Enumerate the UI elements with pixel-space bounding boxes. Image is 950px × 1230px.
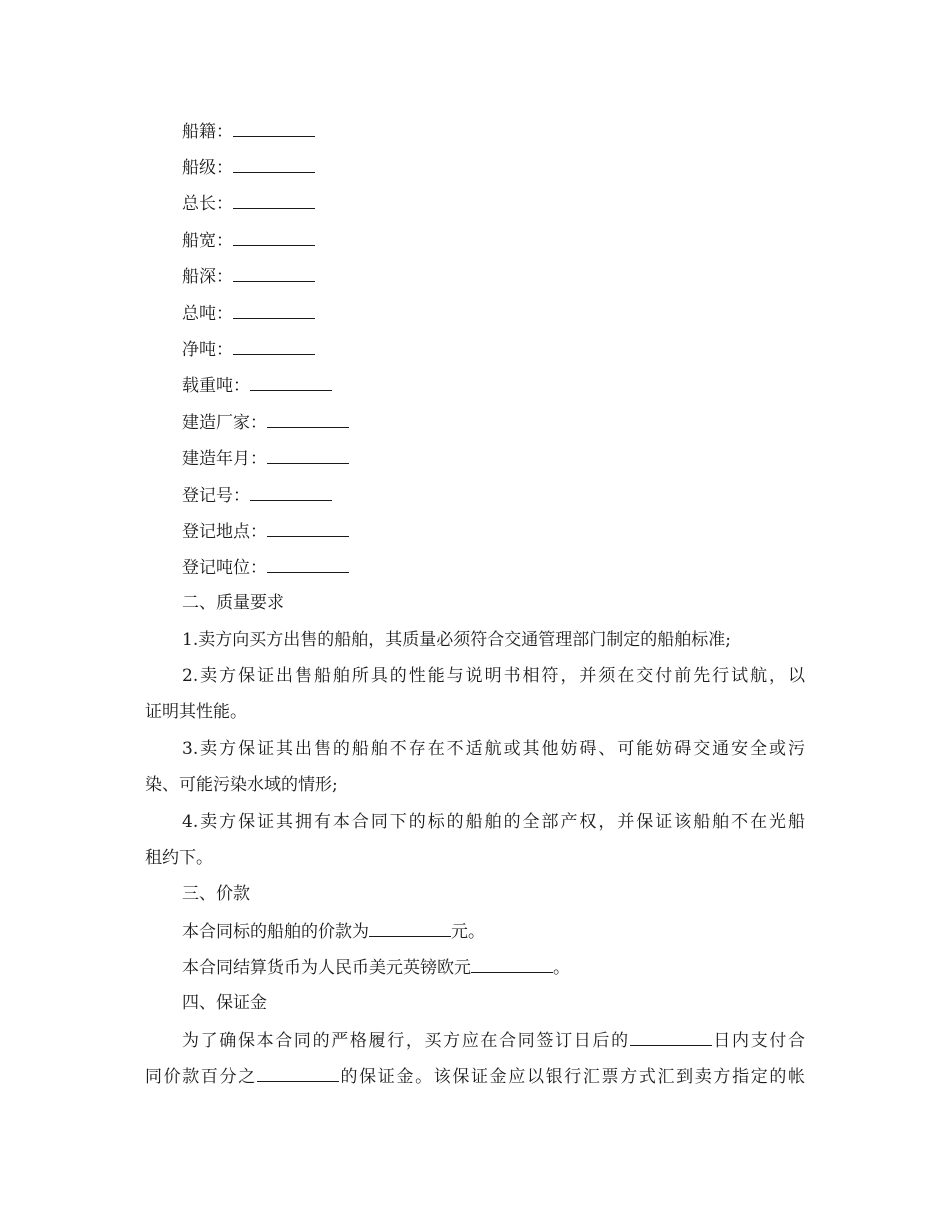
field-builder <box>145 411 805 434</box>
blank-line <box>257 1065 339 1082</box>
blank-line <box>267 520 349 537</box>
clause-price <box>145 920 805 943</box>
clause-2-1: 1.卖方向买方出售的船舶，其质量必须符合交通管理部门制定的船舶标准; <box>182 630 731 650</box>
field-label: 船级： <box>182 158 233 178</box>
field-label: 船籍： <box>182 122 233 142</box>
blank-line <box>369 920 451 937</box>
blank-line <box>630 1029 712 1046</box>
blank-line <box>267 411 349 428</box>
field-ship-nationality <box>145 120 805 143</box>
blank-line <box>233 302 315 319</box>
clause-deposit-line1 <box>145 1029 805 1052</box>
field-label: 船宽： <box>182 231 233 251</box>
field-deadweight <box>145 374 805 397</box>
blank-line <box>471 956 553 973</box>
field-label: 净吨： <box>182 340 233 360</box>
clause-currency <box>145 956 805 979</box>
deposit-text-b: 日内支付合 <box>711 1031 806 1051</box>
clause-2-3-line1: 3.卖方保证其出售的船舶不存在不适航或其他妨碍、可能妨碍交通安全或污 <box>182 739 805 759</box>
deposit-text-d: 的保证金。该保证金应以银行汇票方式汇到卖方指定的帐 <box>338 1067 806 1087</box>
price-text: 本合同标的船舶的价款为 <box>182 922 369 942</box>
field-label: 载重吨： <box>182 376 250 396</box>
section-heading-price: 三、价款 <box>182 884 250 904</box>
blank-line <box>233 156 315 173</box>
clause-2-2-line1: 2.卖方保证出售船舶所具的性能与说明书相符，并须在交付前先行试航，以 <box>182 666 805 686</box>
blank-line <box>233 229 315 246</box>
field-depth <box>145 265 805 288</box>
deposit-text-c: 同价款百分之 <box>145 1067 257 1087</box>
currency-end: 。 <box>553 958 570 978</box>
blank-line <box>267 556 349 573</box>
section-heading-deposit: 四、保证金 <box>182 993 267 1013</box>
blank-line <box>233 192 315 209</box>
field-label: 建造年月： <box>182 449 267 469</box>
field-gross-tonnage <box>145 302 805 325</box>
deposit-text-a: 为了确保本合同的严格履行，买方应在合同签订日后的 <box>182 1031 630 1051</box>
clause-2-2-line2: 证明其性能。 <box>145 702 247 722</box>
field-registration-place <box>145 520 805 543</box>
field-label: 登记地点： <box>182 522 267 542</box>
blank-line <box>250 484 332 501</box>
field-label: 登记吨位： <box>182 558 267 578</box>
section-heading-quality: 二、质量要求 <box>182 593 284 613</box>
field-label: 总长： <box>182 194 233 214</box>
clause-2-3-line2: 染、可能污染水域的情形; <box>145 775 338 795</box>
blank-line <box>250 374 332 391</box>
field-label: 船深： <box>182 267 233 287</box>
field-registration-number <box>145 484 805 507</box>
clause-2-4-line1: 4.卖方保证其拥有本合同下的标的船舶的全部产权，并保证该船舶不在光船 <box>182 812 805 832</box>
blank-line <box>233 120 315 137</box>
clause-2-4-line2: 租约下。 <box>145 848 213 868</box>
blank-line <box>267 447 349 464</box>
price-unit: 元。 <box>451 922 485 942</box>
field-registered-tonnage <box>145 556 805 579</box>
blank-line <box>233 265 315 282</box>
field-label: 登记号： <box>182 486 250 506</box>
clause-deposit-line2 <box>145 1065 805 1088</box>
field-net-tonnage <box>145 338 805 361</box>
field-breadth <box>145 229 805 252</box>
field-overall-length <box>145 192 805 215</box>
field-label: 总吨： <box>182 304 233 324</box>
field-build-date <box>145 447 805 470</box>
field-label: 建造厂家： <box>182 413 267 433</box>
field-ship-class <box>145 156 805 179</box>
currency-text: 本合同结算货币为人民币美元英镑欧元 <box>182 958 471 978</box>
blank-line <box>233 338 315 355</box>
